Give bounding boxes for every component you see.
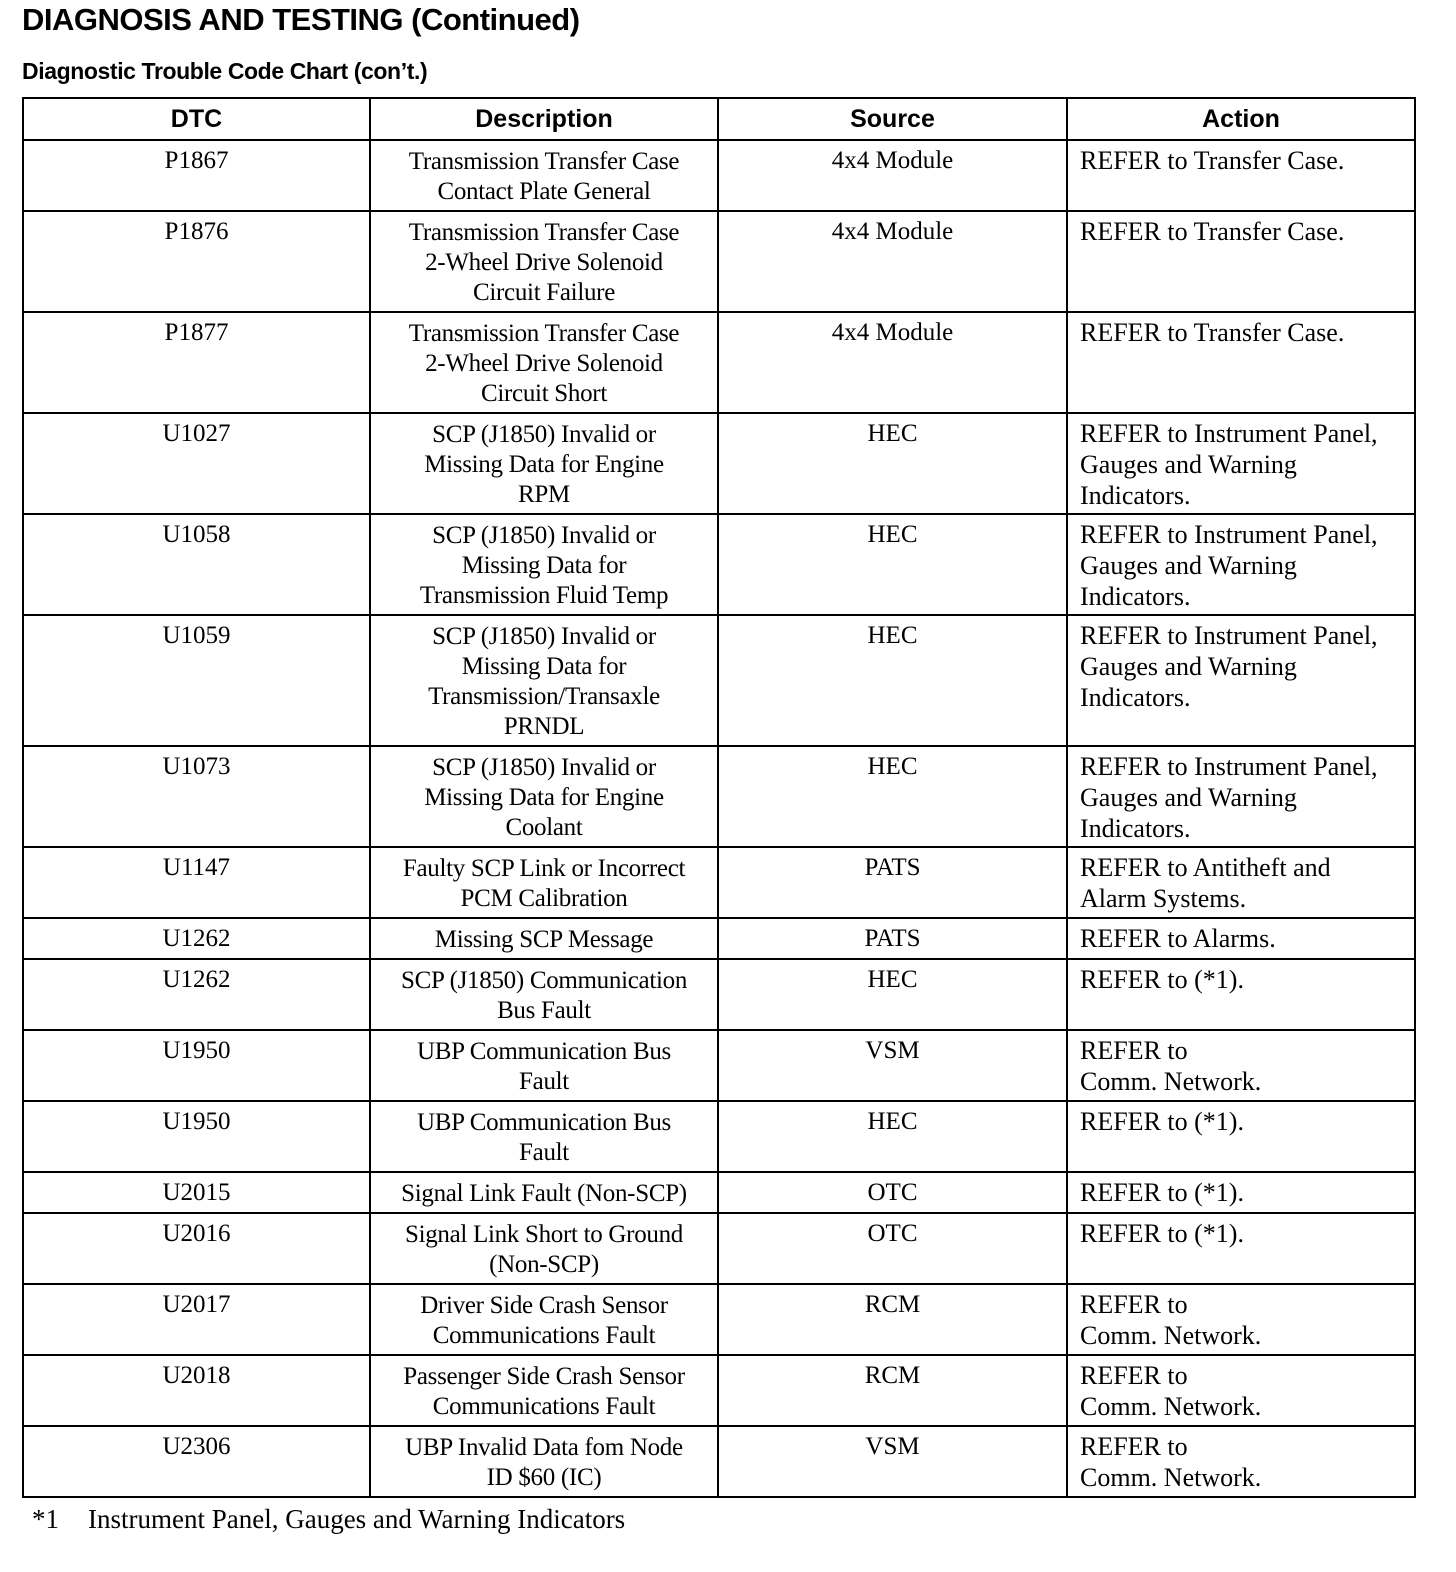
table-row xyxy=(23,1213,1415,1284)
action-line: REFER to xyxy=(1080,1361,1188,1390)
action-line: REFER to Antitheft and xyxy=(1080,853,1331,882)
action-cell xyxy=(1067,312,1415,413)
dtc-code-cell: U1262 xyxy=(23,959,370,1030)
table-row xyxy=(23,959,1415,1030)
description-line: SCP (J1850) Invalid or xyxy=(432,421,656,448)
source-cell: RCM xyxy=(718,1355,1067,1426)
action-line: REFER to Transfer Case. xyxy=(1080,318,1345,347)
description-line: UBP Communication Bus xyxy=(417,1109,671,1136)
dtc-code-cell: P1877 xyxy=(23,312,370,413)
description-line: SCP (J1850) Invalid or xyxy=(432,522,656,549)
description-cell xyxy=(370,1030,718,1101)
action-cell xyxy=(1067,847,1415,918)
action-line: REFER to Instrument Panel, xyxy=(1080,621,1378,650)
action-line: Comm. Network. xyxy=(1080,1463,1262,1492)
description-line: ID $60 (IC) xyxy=(486,1464,602,1491)
action-line: Comm. Network. xyxy=(1080,1392,1262,1421)
table-body xyxy=(23,140,1415,1497)
action-line: Indicators. xyxy=(1080,582,1191,611)
table-row xyxy=(23,615,1415,746)
description-cell xyxy=(370,615,718,746)
source-cell: VSM xyxy=(718,1426,1067,1497)
source-cell: OTC xyxy=(718,1172,1067,1213)
action-line: REFER to xyxy=(1080,1290,1188,1319)
action-line: Indicators. xyxy=(1080,481,1191,510)
column-header-action: Action xyxy=(1067,98,1415,140)
table-row xyxy=(23,140,1415,211)
description-line: Passenger Side Crash Sensor xyxy=(403,1363,685,1390)
source-cell: VSM xyxy=(718,1030,1067,1101)
dtc-code-cell: U2016 xyxy=(23,1213,370,1284)
description-line: Transmission/Transaxle xyxy=(428,683,660,710)
description-cell xyxy=(370,1213,718,1284)
description-line: PRNDL xyxy=(503,713,585,740)
dtc-code-cell: U2017 xyxy=(23,1284,370,1355)
source-cell: PATS xyxy=(718,918,1067,959)
description-line: Communications Fault xyxy=(432,1393,656,1420)
action-cell xyxy=(1067,211,1415,312)
description-cell xyxy=(370,959,718,1030)
source-cell: HEC xyxy=(718,615,1067,746)
description-line: Contact Plate General xyxy=(437,178,651,205)
action-cell xyxy=(1067,1030,1415,1101)
description-line: RPM xyxy=(518,481,570,508)
column-header-dtc: DTC xyxy=(23,98,370,140)
action-line: Gauges and Warning xyxy=(1080,450,1297,479)
description-cell xyxy=(370,1284,718,1355)
action-line: Comm. Network. xyxy=(1080,1321,1262,1350)
source-cell: 4x4 Module xyxy=(718,211,1067,312)
source-cell: 4x4 Module xyxy=(718,312,1067,413)
dtc-code-cell: U1059 xyxy=(23,615,370,746)
table-row xyxy=(23,312,1415,413)
action-cell xyxy=(1067,140,1415,211)
description-line: Driver Side Crash Sensor xyxy=(420,1292,668,1319)
description-line: Fault xyxy=(519,1068,569,1095)
table-row xyxy=(23,746,1415,847)
dtc-table xyxy=(22,97,1416,1498)
dtc-code-cell: U1262 xyxy=(23,918,370,959)
action-line: Comm. Network. xyxy=(1080,1067,1262,1096)
description-line: SCP (J1850) Communication xyxy=(400,967,688,994)
action-cell xyxy=(1067,1426,1415,1497)
action-line: REFER to Instrument Panel, xyxy=(1080,520,1378,549)
description-line: Transmission Transfer Case xyxy=(408,148,680,175)
action-cell xyxy=(1067,1284,1415,1355)
column-header-source: Source xyxy=(718,98,1067,140)
action-line: REFER to xyxy=(1080,1036,1188,1065)
table-row xyxy=(23,1030,1415,1101)
table-row xyxy=(23,918,1415,959)
description-line: Transmission Transfer Case xyxy=(408,320,680,347)
action-cell xyxy=(1067,1355,1415,1426)
dtc-code-cell: U2015 xyxy=(23,1172,370,1213)
description-line: PCM Calibration xyxy=(460,885,628,912)
action-line: REFER to Instrument Panel, xyxy=(1080,419,1378,448)
dtc-code-cell: U1950 xyxy=(23,1101,370,1172)
description-line: Signal Link Fault (Non-SCP) xyxy=(401,1180,687,1207)
description-cell xyxy=(370,1101,718,1172)
action-line: REFER to (*1). xyxy=(1080,1219,1244,1248)
dtc-code-cell: U1073 xyxy=(23,746,370,847)
table-row xyxy=(23,847,1415,918)
action-cell xyxy=(1067,413,1415,514)
source-cell: RCM xyxy=(718,1284,1067,1355)
dtc-code-cell: U2018 xyxy=(23,1355,370,1426)
source-cell: OTC xyxy=(718,1213,1067,1284)
action-line: REFER to (*1). xyxy=(1080,1178,1244,1207)
table-row xyxy=(23,1355,1415,1426)
description-line: Missing Data for Engine xyxy=(424,784,664,811)
description-line: UBP Communication Bus xyxy=(417,1038,671,1065)
action-cell xyxy=(1067,514,1415,615)
dtc-code-cell: U2306 xyxy=(23,1426,370,1497)
source-cell: HEC xyxy=(718,514,1067,615)
table-row xyxy=(23,1101,1415,1172)
description-cell xyxy=(370,140,718,211)
action-line: Gauges and Warning xyxy=(1080,551,1297,580)
action-cell xyxy=(1067,918,1415,959)
action-line: REFER to Transfer Case. xyxy=(1080,217,1345,246)
action-cell xyxy=(1067,746,1415,847)
description-line: 2-Wheel Drive Solenoid xyxy=(425,249,663,276)
description-line: 2-Wheel Drive Solenoid xyxy=(425,350,663,377)
source-cell: PATS xyxy=(718,847,1067,918)
action-line: REFER to (*1). xyxy=(1080,965,1244,994)
description-line: SCP (J1850) Invalid or xyxy=(432,623,656,650)
action-cell xyxy=(1067,959,1415,1030)
description-line: Communications Fault xyxy=(432,1322,656,1349)
action-line: REFER to (*1). xyxy=(1080,1107,1244,1136)
footnote xyxy=(32,1502,625,1536)
table-row xyxy=(23,1172,1415,1213)
dtc-code-cell: U1058 xyxy=(23,514,370,615)
description-line: Faulty SCP Link or Incorrect xyxy=(402,855,686,882)
description-line: Circuit Failure xyxy=(473,279,615,306)
table-row xyxy=(23,211,1415,312)
description-line: Transmission Fluid Temp xyxy=(419,582,669,609)
table-row xyxy=(23,1426,1415,1497)
description-line: (Non-SCP) xyxy=(489,1251,599,1278)
action-line: Gauges and Warning xyxy=(1080,783,1297,812)
action-line: Alarm Systems. xyxy=(1080,884,1247,913)
description-line: Missing Data for xyxy=(461,552,627,579)
source-cell: HEC xyxy=(718,746,1067,847)
description-line: Coolant xyxy=(505,814,583,841)
description-cell xyxy=(370,211,718,312)
description-line: Missing Data for xyxy=(461,653,627,680)
description-line: Fault xyxy=(519,1139,569,1166)
action-cell xyxy=(1067,1101,1415,1172)
description-line: Transmission Transfer Case xyxy=(408,219,680,246)
description-cell xyxy=(370,918,718,959)
action-cell xyxy=(1067,1172,1415,1213)
source-cell: HEC xyxy=(718,959,1067,1030)
description-cell xyxy=(370,746,718,847)
chart-subtitle: Diagnostic Trouble Code Chart (con’t.) xyxy=(22,58,428,84)
description-line: Missing Data for Engine xyxy=(424,451,664,478)
description-cell xyxy=(370,413,718,514)
column-header-description: Description xyxy=(370,98,718,140)
page-title: DIAGNOSIS AND TESTING (Continued) xyxy=(22,2,580,37)
table-row xyxy=(23,1284,1415,1355)
footnote-marker: *1 xyxy=(32,1504,59,1534)
action-line: REFER to Transfer Case. xyxy=(1080,146,1345,175)
description-line: Missing SCP Message xyxy=(434,926,654,953)
description-cell xyxy=(370,1355,718,1426)
footnote-text: Instrument Panel, Gauges and Warning Indicators xyxy=(88,1504,626,1534)
description-cell xyxy=(370,1172,718,1213)
action-line: Gauges and Warning xyxy=(1080,652,1297,681)
action-line: REFER to Alarms. xyxy=(1080,924,1276,953)
source-cell: HEC xyxy=(718,413,1067,514)
action-line: Indicators. xyxy=(1080,683,1191,712)
dtc-code-cell: U1027 xyxy=(23,413,370,514)
description-cell xyxy=(370,514,718,615)
action-line: Indicators. xyxy=(1080,814,1191,843)
source-cell: HEC xyxy=(718,1101,1067,1172)
description-line: Signal Link Short to Ground xyxy=(404,1221,683,1248)
description-line: Bus Fault xyxy=(497,997,591,1024)
dtc-code-cell: P1867 xyxy=(23,140,370,211)
action-line: REFER to xyxy=(1080,1432,1188,1461)
description-line: Circuit Short xyxy=(481,380,607,407)
description-cell xyxy=(370,312,718,413)
dtc-code-cell: U1147 xyxy=(23,847,370,918)
description-line: UBP Invalid Data fom Node xyxy=(405,1434,683,1461)
table-header-row xyxy=(23,98,1415,140)
description-cell xyxy=(370,1426,718,1497)
action-cell xyxy=(1067,615,1415,746)
source-cell: 4x4 Module xyxy=(718,140,1067,211)
table-row xyxy=(23,514,1415,615)
dtc-code-cell: P1876 xyxy=(23,211,370,312)
description-cell xyxy=(370,847,718,918)
table-row xyxy=(23,413,1415,514)
description-line: SCP (J1850) Invalid or xyxy=(432,754,656,781)
action-line: REFER to Instrument Panel, xyxy=(1080,752,1378,781)
dtc-code-cell: U1950 xyxy=(23,1030,370,1101)
action-cell xyxy=(1067,1213,1415,1284)
